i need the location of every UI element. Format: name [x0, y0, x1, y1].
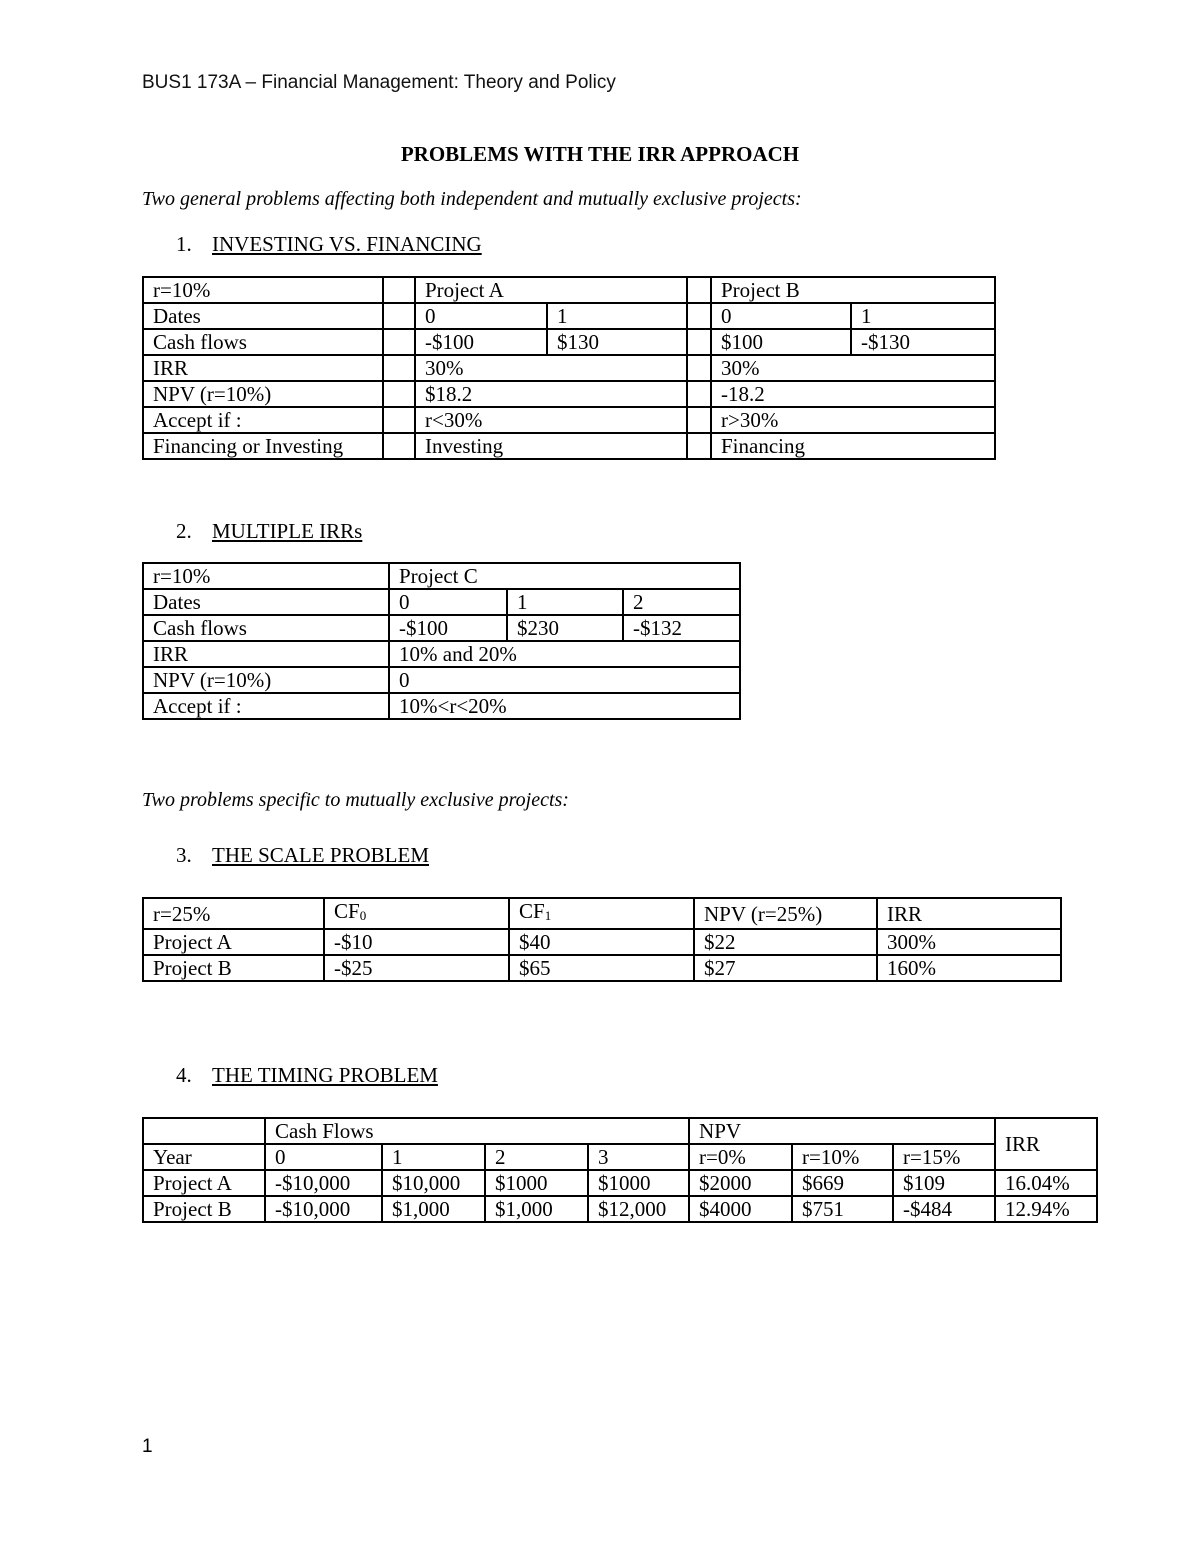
cell-label: Project A: [143, 929, 324, 955]
section-heading-2: [176, 519, 362, 544]
table-row: [143, 667, 740, 693]
cell-value: 10%<r<20%: [389, 693, 740, 719]
table-row: [143, 355, 995, 381]
cell-spacer: [383, 277, 415, 303]
table-row: [143, 929, 1061, 955]
cell-value: $27: [694, 955, 877, 981]
cell-label: Accept if :: [143, 693, 389, 719]
table-row: [143, 563, 740, 589]
cell-spacer: [383, 381, 415, 407]
intro-general: Two general problems affecting both independent and mutually exclusive projects:: [142, 188, 802, 210]
cell-value: -$25: [324, 955, 509, 981]
table-row: [143, 407, 995, 433]
cell-value: $12,000: [588, 1196, 689, 1222]
section-label: MULTIPLE IRRs: [212, 519, 363, 543]
table-row: [143, 1144, 1097, 1170]
cell-value: 10% and 20%: [389, 641, 740, 667]
cell-spacer: [687, 355, 711, 381]
cell-spacer: [687, 407, 711, 433]
cell-value: -$10: [324, 929, 509, 955]
table-row: [143, 1196, 1097, 1222]
cell-spacer: [383, 303, 415, 329]
cell-value: $2000: [689, 1170, 792, 1196]
cell-spacer: [687, 381, 711, 407]
cell-label: Cash flows: [143, 329, 383, 355]
cell-value: 30%: [415, 355, 687, 381]
table-investing-financing: [142, 276, 996, 460]
cell-empty: [143, 1118, 265, 1144]
cell-value: 1: [507, 589, 623, 615]
cell-value: -18.2: [711, 381, 995, 407]
cell-value: $230: [507, 615, 623, 641]
cf-label: CF: [519, 899, 545, 923]
cell-spacer: [383, 433, 415, 459]
intro-mutually-exclusive: Two problems specific to mutually exclusive projects:: [142, 789, 569, 811]
cell-project-c: Project C: [389, 563, 740, 589]
cell-value: r>30%: [711, 407, 995, 433]
cell-label: IRR: [143, 355, 383, 381]
cell-value: $4000: [689, 1196, 792, 1222]
cell-rate: r=10%: [143, 563, 389, 589]
cell-header-npv: NPV: [689, 1118, 995, 1144]
cf-subscript: 0: [359, 908, 367, 923]
cell-header-irr: IRR: [877, 898, 1061, 929]
cell-header-cf0: [324, 898, 509, 929]
cell-header-cf1: [509, 898, 694, 929]
cell-spacer: [687, 303, 711, 329]
cell-spacer: [383, 329, 415, 355]
cell-value: 30%: [711, 355, 995, 381]
table-row: [143, 615, 740, 641]
cell-value: 0: [711, 303, 851, 329]
cell-rate: r=15%: [893, 1144, 995, 1170]
cell-spacer: [687, 277, 711, 303]
cell-value: -$10,000: [265, 1170, 382, 1196]
cell-label: NPV (r=10%): [143, 667, 389, 693]
cell-label: Project B: [143, 1196, 265, 1222]
cell-value: $751: [792, 1196, 893, 1222]
table-row: [143, 303, 995, 329]
table-row: [143, 641, 740, 667]
table-timing-problem: [142, 1117, 1098, 1223]
table-row: [143, 955, 1061, 981]
cell-rate: r=10%: [143, 277, 383, 303]
section-label: INVESTING VS. FINANCING: [212, 232, 482, 256]
cell-label: Cash flows: [143, 615, 389, 641]
section-number: 4.: [176, 1063, 192, 1087]
cell-year: 0: [265, 1144, 382, 1170]
cell-value: $130: [547, 329, 687, 355]
cell-label: Dates: [143, 303, 383, 329]
cell-header-irr: IRR: [995, 1118, 1097, 1170]
cell-value: -$10,000: [265, 1196, 382, 1222]
cell-label: NPV (r=10%): [143, 381, 383, 407]
cell-rate: r=25%: [143, 898, 324, 929]
cell-rate: r=10%: [792, 1144, 893, 1170]
cell-value: $1,000: [485, 1196, 588, 1222]
cell-value: Financing: [711, 433, 995, 459]
page-header: BUS1 173A – Financial Management: Theory and Policy: [142, 72, 616, 93]
cell-value: $1000: [485, 1170, 588, 1196]
cell-rate: r=0%: [689, 1144, 792, 1170]
section-label: THE SCALE PROBLEM: [212, 843, 430, 867]
cell-spacer: [383, 407, 415, 433]
cell-value: 1: [547, 303, 687, 329]
cell-label: IRR: [143, 641, 389, 667]
cell-value: -$100: [389, 615, 507, 641]
table-scale-problem: [142, 897, 1062, 982]
cell-value: -$130: [851, 329, 995, 355]
section-number: 2.: [176, 519, 192, 543]
table-row: [143, 433, 995, 459]
cell-label: Financing or Investing: [143, 433, 383, 459]
cell-spacer: [687, 329, 711, 355]
cell-value: $18.2: [415, 381, 687, 407]
page-title: PROBLEMS WITH THE IRR APPROACH: [400, 142, 800, 166]
cell-value: 0: [389, 667, 740, 693]
cell-value: $40: [509, 929, 694, 955]
table-row: [143, 329, 995, 355]
cf-label: CF: [334, 899, 360, 923]
cell-year: 2: [485, 1144, 588, 1170]
section-heading-1: [176, 232, 482, 257]
section-heading-4: [176, 1063, 438, 1088]
cell-label: Year: [143, 1144, 265, 1170]
table-row: [143, 277, 995, 303]
section-number: 3.: [176, 843, 192, 867]
cell-value: $109: [893, 1170, 995, 1196]
cell-value: 12.94%: [995, 1196, 1097, 1222]
cf-subscript: 1: [544, 908, 552, 923]
cell-header-cashflows: Cash Flows: [265, 1118, 689, 1144]
cell-spacer: [687, 433, 711, 459]
cell-value: -$132: [623, 615, 740, 641]
cell-spacer: [383, 355, 415, 381]
cell-value: -$100: [415, 329, 547, 355]
cell-header-npv: NPV (r=25%): [694, 898, 877, 929]
cell-project-b: Project B: [711, 277, 995, 303]
cell-year: 1: [382, 1144, 485, 1170]
cell-value: $100: [711, 329, 851, 355]
table-row: [143, 381, 995, 407]
table-row: [143, 1118, 1097, 1144]
cell-value: 0: [389, 589, 507, 615]
cell-value: 1: [851, 303, 995, 329]
table-row: [143, 1170, 1097, 1196]
cell-year: 3: [588, 1144, 689, 1170]
cell-value: 300%: [877, 929, 1061, 955]
table-multiple-irrs: [142, 562, 741, 720]
cell-value: $669: [792, 1170, 893, 1196]
cell-value: -$484: [893, 1196, 995, 1222]
cell-value: 0: [415, 303, 547, 329]
cell-value: $65: [509, 955, 694, 981]
cell-label: Project A: [143, 1170, 265, 1196]
cell-label: Project B: [143, 955, 324, 981]
cell-value: 160%: [877, 955, 1061, 981]
cell-value: $1,000: [382, 1196, 485, 1222]
cell-value: $10,000: [382, 1170, 485, 1196]
table-row: [143, 898, 1061, 929]
cell-value: 2: [623, 589, 740, 615]
cell-label: Accept if :: [143, 407, 383, 433]
cell-value: $22: [694, 929, 877, 955]
table-row: [143, 693, 740, 719]
table-row: [143, 589, 740, 615]
page-number: 1: [142, 1436, 153, 1457]
cell-value: r<30%: [415, 407, 687, 433]
section-label: THE TIMING PROBLEM: [212, 1063, 438, 1087]
section-heading-3: [176, 843, 429, 868]
cell-value: Investing: [415, 433, 687, 459]
cell-label: Dates: [143, 589, 389, 615]
cell-project-a: Project A: [415, 277, 687, 303]
section-number: 1.: [176, 232, 192, 256]
cell-value: 16.04%: [995, 1170, 1097, 1196]
cell-value: $1000: [588, 1170, 689, 1196]
